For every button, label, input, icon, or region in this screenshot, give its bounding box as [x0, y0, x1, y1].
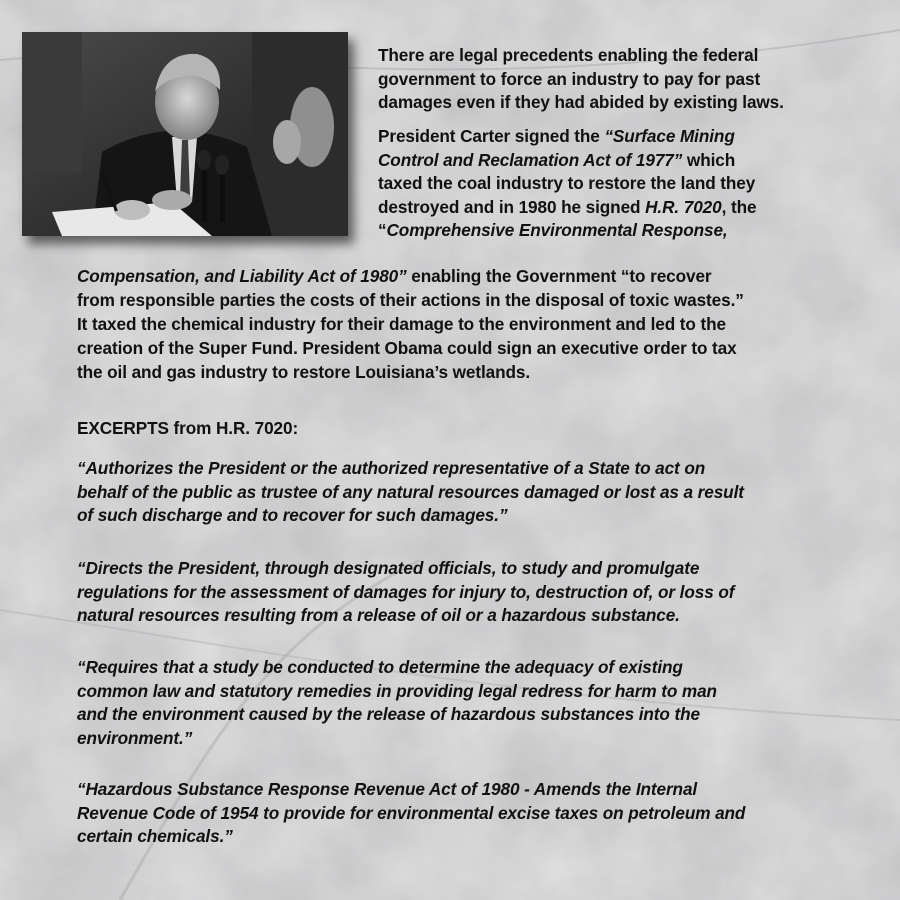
body-line-2: from responsible parties the costs of their actions in the disposal of toxic wastes.” — [77, 290, 744, 310]
intro-line-4 — [378, 125, 735, 149]
body-line-5: the oil and gas industry to restore Louisiana’s wetlands. — [77, 362, 531, 382]
intro-line-7: destroyed and in 1980 he signed H.R. 7020, the — [378, 196, 757, 217]
excerpts-heading: EXCERPTS from H.R. 7020: — [77, 418, 299, 438]
intro-line-2: government to force an industry to pay for past — [378, 68, 761, 89]
bill-signing-photo — [22, 32, 348, 236]
body-line-1: Compensation, and Liability Act of 1980” enabling the Government “to recover — [77, 266, 712, 286]
quote-3: “Requires that a study be conducted to determine the adequacy of existing common law and statutory remedies in providing legal redress for harm to man and the environment caused by the release of hazardous substances into the environment.” — [77, 657, 717, 748]
intro-line-5: Control and Reclamation Act of 1977” which — [378, 149, 736, 170]
intro-line-1: There are legal precedents enabling the federal — [378, 45, 759, 65]
cercla-title-cont: Compensation, and Liability Act of 1980” — [77, 266, 407, 286]
body-line-4: creation of the Super Fund. President Obama could sign an executive order to tax — [77, 338, 737, 358]
intro-line-3: damages even if they had abided by existing laws. — [378, 92, 784, 112]
intro-line-6: taxed the coal industry to restore the land they — [378, 173, 756, 193]
bill-number: H.R. 7020 — [645, 196, 722, 217]
surface-mining-act-title-cont: Control and Reclamation Act of 1977” — [378, 149, 683, 170]
surface-mining-act-title: “Surface Mining — [604, 126, 735, 146]
body-line-3: It taxed the chemical industry for their damage to the environment and led to the — [77, 314, 726, 334]
quote-2: “Directs the President, through designated officials, to study and promulgate regulations for the assessment of damages for injury to, destruction of, or loss of natural resources resulting from a release of oil or a hazardous substance. — [77, 558, 735, 625]
quote-1: “Authorizes the President or the authorized representative of a State to act on behalf of the public as trustee of any natural resources damaged or lost as a result of such discharge and to recover for such damages.” — [77, 458, 744, 525]
carter-signed-text: President Carter signed the — [378, 126, 605, 146]
quote-4: “Hazardous Substance Response Revenue Act of 1980 - Amends the Internal Revenue Code of 1954 to provide for environmental excise taxes on petroleum and certain chemicals.” — [77, 779, 746, 846]
cercla-title: Comprehensive Environmental Response, — [386, 220, 728, 240]
intro-line-8: “Comprehensive Environmental Response, — [378, 220, 728, 240]
